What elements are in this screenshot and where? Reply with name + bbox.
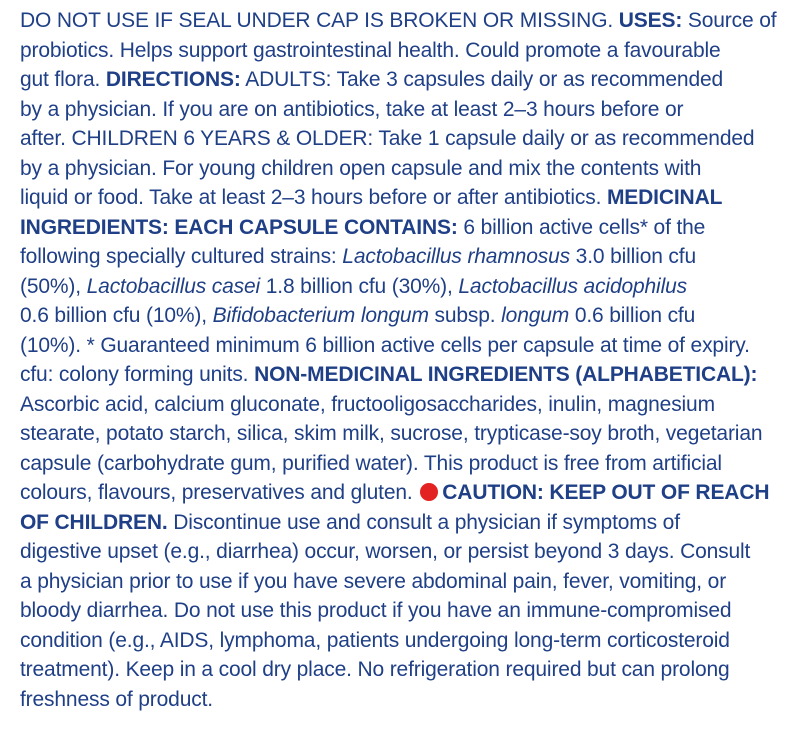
text-segment: 3.0 billion cfu — [569, 245, 696, 268]
text-line — [20, 567, 790, 597]
strain-name: Lactobacillus acidophilus — [458, 274, 687, 298]
text-line — [20, 419, 790, 449]
strain-name: Lactobacillus rhamnosus — [342, 245, 570, 268]
heading-segment: USES: — [618, 9, 683, 32]
text-segment: (50%), — [20, 274, 87, 298]
text-segment: DO NOT USE IF SEAL UNDER CAP IS BROKEN OR MISSING. — [20, 9, 619, 32]
text-line — [20, 508, 790, 538]
text-segment: liquid or food. Take at least 2–3 hours before or after antibiotics. — [20, 186, 607, 209]
text-segment: treatment). Keep in a cool dry place. No refrigeration required but can prolong — [20, 658, 730, 681]
text-segment: Ascorbic acid, calcium gluconate, fructooligosaccharides, inulin, magnesium — [20, 392, 715, 416]
strain-name: Bifidobacterium longum — [212, 304, 429, 327]
text-line — [20, 154, 790, 184]
text-segment: freshness of product. — [20, 687, 213, 711]
text-segment: colours, flavours, preservatives and gluten. — [20, 481, 419, 504]
heading-segment: OF CHILDREN. — [20, 510, 168, 534]
text-line — [20, 449, 790, 479]
text-segment: capsule (carbohydrate gum, purified water). This product is free from artificial — [20, 451, 722, 475]
text-line — [20, 6, 790, 36]
text-segment: probiotics. Helps support gastrointestinal health. Could promote a favourable — [20, 38, 721, 62]
red-circle-icon — [420, 483, 438, 501]
text-segment: subsp. — [428, 304, 502, 327]
text-line — [20, 124, 790, 154]
text-line — [20, 272, 790, 302]
text-segment: 0.6 billion cfu (10%), — [20, 304, 213, 327]
text-segment: 0.6 billion cfu — [569, 304, 696, 327]
text-segment: digestive upset (e.g., diarrhea) occur, worsen, or persist beyond 3 days. Consult — [20, 540, 751, 563]
text-segment: by a physician. If you are on antibiotics, take at least 2–3 hours before or — [20, 97, 684, 121]
text-segment: following specially cultured strains: — [20, 245, 343, 268]
heading-segment: NON-MEDICINAL INGREDIENTS (ALPHABETICAL): — [254, 363, 758, 386]
heading-segment: DIRECTIONS: — [105, 68, 241, 91]
text-line — [20, 360, 790, 390]
text-segment: Source of — [682, 9, 777, 32]
text-line — [20, 242, 790, 272]
text-segment: condition (e.g., AIDS, lymphoma, patients undergoing long-term corticosteroid — [20, 628, 730, 652]
text-line — [20, 685, 790, 715]
text-segment: bloody diarrhea. Do not use this product if you have an immune-compromised — [20, 599, 732, 622]
text-segment: stearate, potato starch, silica, skim milk, sucrose, trypticase-soy broth, vegetarian — [20, 422, 763, 445]
text-segment: gut flora. — [20, 68, 106, 91]
text-segment: 6 billion active cells* of the — [457, 215, 706, 239]
text-line — [20, 213, 790, 243]
text-line — [20, 301, 790, 331]
text-line — [20, 331, 790, 361]
text-line — [20, 478, 790, 508]
text-line — [20, 36, 790, 66]
text-segment: 1.8 billion cfu (30%), — [260, 274, 459, 298]
heading-segment: MEDICINAL — [606, 186, 723, 209]
strain-name: longum — [501, 304, 570, 327]
heading-segment: CAUTION: KEEP OUT OF REACH — [442, 481, 770, 504]
text-segment: ADULTS: Take 3 capsules daily or as recommended — [240, 68, 724, 91]
text-line — [20, 390, 790, 420]
text-line — [20, 655, 790, 685]
text-line — [20, 183, 790, 213]
text-line — [20, 626, 790, 656]
text-segment: a physician prior to use if you have severe abdominal pain, fever, vomiting, or — [20, 569, 727, 593]
text-line — [20, 95, 790, 125]
text-line — [20, 65, 790, 95]
text-segment: (10%). * Guaranteed minimum 6 billion active cells per capsule at time of expiry. — [20, 333, 750, 357]
text-line — [20, 596, 790, 626]
text-segment: after. CHILDREN 6 YEARS & OLDER: Take 1 capsule daily or as recommended — [20, 127, 755, 150]
heading-segment: INGREDIENTS: EACH CAPSULE CONTAINS: — [20, 215, 458, 239]
strain-name: Lactobacillus casei — [86, 274, 261, 298]
text-segment: by a physician. For young children open capsule and mix the contents with — [20, 156, 702, 180]
text-segment: Discontinue use and consult a physician if symptoms of — [167, 510, 680, 534]
text-line — [20, 537, 790, 567]
text-segment: cfu: colony forming units. — [20, 363, 255, 386]
